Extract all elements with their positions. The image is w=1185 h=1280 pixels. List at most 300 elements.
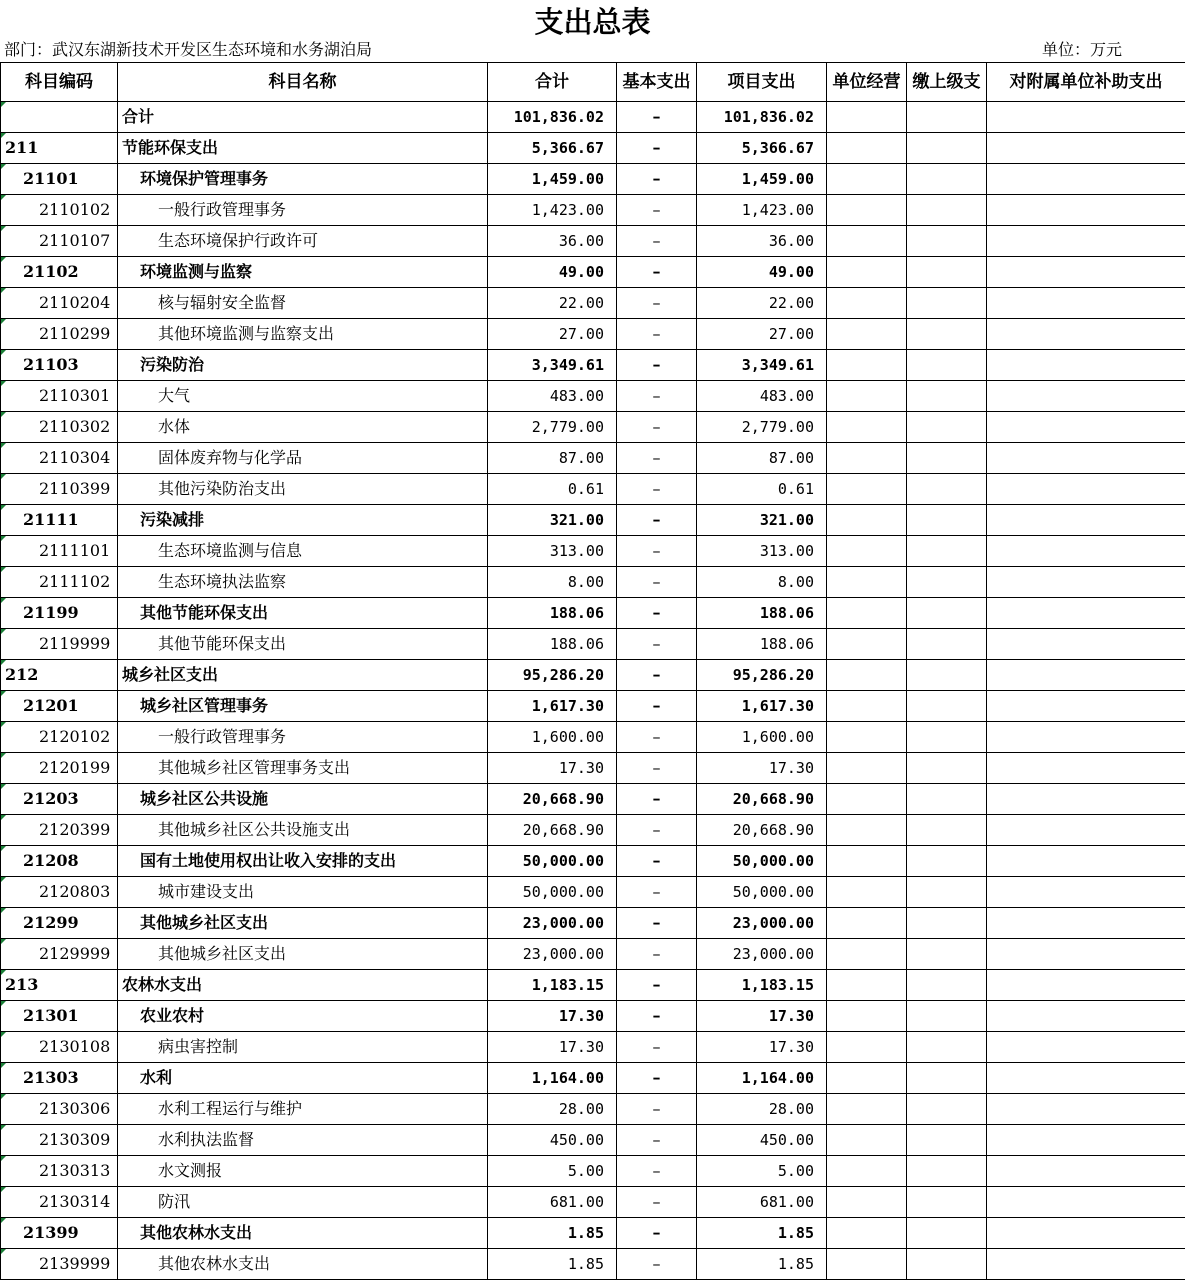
code-cell: 2129999 [1,939,118,970]
code-cell: 21201 [1,691,118,722]
total-cell: 1,423.00 [488,195,617,226]
table-row [1,660,1185,691]
basic-cell: – [617,846,697,877]
name-cell: 环境监测与监察 [118,257,488,288]
code-cell: 2130309 [1,1125,118,1156]
subsidy-cell [987,1063,1185,1094]
name-cell: 城乡社区管理事务 [118,691,488,722]
name-cell: 其他节能环保支出 [118,629,488,660]
project-cell: 1.85 [697,1218,827,1249]
table-row [1,753,1185,784]
operation-cell [827,691,907,722]
subsidy-cell [987,1032,1185,1063]
basic-cell: – [617,815,697,846]
operation-cell [827,1094,907,1125]
total-cell: 17.30 [488,1032,617,1063]
basic-cell: – [617,908,697,939]
operation-cell [827,381,907,412]
project-cell: 2,779.00 [697,412,827,443]
expenditure-table [0,62,1185,1280]
code-cell: 2120102 [1,722,118,753]
table-row [1,846,1185,877]
project-cell: 1,617.30 [697,691,827,722]
code-cell: 2130306 [1,1094,118,1125]
basic-cell: – [617,939,697,970]
table-row [1,412,1185,443]
superior-cell [907,908,987,939]
name-cell: 生态环境执法监察 [118,567,488,598]
operation-cell [827,536,907,567]
total-cell: 20,668.90 [488,815,617,846]
total-basic-cell: – [617,102,697,133]
basic-cell: – [617,164,697,195]
project-cell: 188.06 [697,598,827,629]
col-header-code: 科目编码 [1,63,118,102]
basic-cell: – [617,877,697,908]
superior-cell [907,722,987,753]
project-cell: 17.30 [697,753,827,784]
table-row [1,1187,1185,1218]
subsidy-cell [987,195,1185,226]
subsidy-cell [987,815,1185,846]
superior-cell [907,288,987,319]
basic-cell: – [617,536,697,567]
name-cell: 其他城乡社区管理事务支出 [118,753,488,784]
superior-cell [907,474,987,505]
basic-cell: – [617,629,697,660]
basic-cell: – [617,474,697,505]
total-project-cell: 101,836.02 [697,102,827,133]
table-row [1,691,1185,722]
table-row [1,288,1185,319]
basic-cell: – [617,1249,697,1280]
table-row [1,1218,1185,1249]
name-cell: 固体废弃物与化学品 [118,443,488,474]
name-cell: 水文测报 [118,1156,488,1187]
code-cell: 2111102 [1,567,118,598]
table-row [1,877,1185,908]
total-cell: 2,779.00 [488,412,617,443]
col-header-superior: 缴上级支 [907,63,987,102]
project-cell: 450.00 [697,1125,827,1156]
name-cell: 水体 [118,412,488,443]
operation-cell [827,1063,907,1094]
name-cell: 一般行政管理事务 [118,195,488,226]
total-cell: 0.61 [488,474,617,505]
name-cell: 其他农林水支出 [118,1218,488,1249]
project-cell: 20,668.90 [697,815,827,846]
table-row [1,970,1185,1001]
table-row [1,939,1185,970]
operation-cell [827,629,907,660]
code-cell: 21399 [1,1218,118,1249]
code-cell: 2110399 [1,474,118,505]
basic-cell: – [617,505,697,536]
total-cell: 17.30 [488,1001,617,1032]
superior-cell [907,815,987,846]
total-sum-cell: 101,836.02 [488,102,617,133]
superior-cell [907,629,987,660]
col-header-subsidy: 对附属单位补助支出 [987,63,1185,102]
project-cell: 50,000.00 [697,877,827,908]
operation-cell [827,133,907,164]
basic-cell: – [617,350,697,381]
superior-cell [907,1156,987,1187]
project-cell: 1,423.00 [697,195,827,226]
name-cell: 病虫害控制 [118,1032,488,1063]
department-label: 部门：武汉东湖新技术开发区生态环境和水务湖泊局 [4,40,373,59]
total-cell: 1,164.00 [488,1063,617,1094]
table-row [1,381,1185,412]
project-cell: 1,164.00 [697,1063,827,1094]
code-cell: 2130313 [1,1156,118,1187]
total-cell: 28.00 [488,1094,617,1125]
name-cell: 城乡社区支出 [118,660,488,691]
superior-cell [907,536,987,567]
basic-cell: – [617,1125,697,1156]
superior-cell [907,1032,987,1063]
project-cell: 681.00 [697,1187,827,1218]
project-cell: 1,183.15 [697,970,827,1001]
subsidy-cell [987,877,1185,908]
subsidy-cell [987,381,1185,412]
operation-cell [827,350,907,381]
basic-cell: – [617,1218,697,1249]
project-cell: 17.30 [697,1001,827,1032]
subsidy-cell [987,505,1185,536]
superior-cell [907,443,987,474]
project-cell: 36.00 [697,226,827,257]
subsidy-cell [987,1094,1185,1125]
total-cell: 1.85 [488,1249,617,1280]
name-cell: 生态环境监测与信息 [118,536,488,567]
table-row [1,815,1185,846]
subsidy-cell [987,908,1185,939]
code-cell: 2110102 [1,195,118,226]
superior-cell [907,877,987,908]
operation-cell [827,1001,907,1032]
code-cell: 2139999 [1,1249,118,1280]
superior-cell [907,784,987,815]
table-row [1,722,1185,753]
operation-cell [827,1032,907,1063]
subsidy-cell [987,567,1185,598]
superior-cell [907,970,987,1001]
name-cell: 水利执法监督 [118,1125,488,1156]
basic-cell: – [617,1156,697,1187]
subsidy-cell [987,629,1185,660]
subsidy-cell [987,1187,1185,1218]
subsidy-cell [987,226,1185,257]
code-cell: 2130314 [1,1187,118,1218]
total-cell: 1,459.00 [488,164,617,195]
operation-cell [827,1249,907,1280]
col-header-name: 科目名称 [118,63,488,102]
total-cell: 23,000.00 [488,908,617,939]
project-cell: 1.85 [697,1249,827,1280]
superior-cell [907,381,987,412]
superior-cell [907,846,987,877]
project-cell: 23,000.00 [697,908,827,939]
table-row [1,567,1185,598]
name-cell: 城乡社区公共设施 [118,784,488,815]
total-operation-cell [827,102,907,133]
operation-cell [827,970,907,1001]
name-cell: 大气 [118,381,488,412]
operation-cell [827,1187,907,1218]
superior-cell [907,350,987,381]
col-header-basic: 基本支出 [617,63,697,102]
operation-cell [827,319,907,350]
code-cell: 2110299 [1,319,118,350]
project-cell: 95,286.20 [697,660,827,691]
superior-cell [907,939,987,970]
total-cell: 3,349.61 [488,350,617,381]
subsidy-cell [987,970,1185,1001]
basic-cell: – [617,567,697,598]
total-cell: 1,600.00 [488,722,617,753]
name-cell: 其他环境监测与监察支出 [118,319,488,350]
subsidy-cell [987,133,1185,164]
total-cell: 5.00 [488,1156,617,1187]
code-cell: 2120399 [1,815,118,846]
operation-cell [827,753,907,784]
subsidy-cell [987,164,1185,195]
col-header-operation: 单位经营 [827,63,907,102]
total-cell: 313.00 [488,536,617,567]
superior-cell [907,1063,987,1094]
total-row [1,102,1185,133]
subsidy-cell [987,784,1185,815]
subsidy-cell [987,1156,1185,1187]
name-cell: 水利工程运行与维护 [118,1094,488,1125]
subsidy-cell [987,474,1185,505]
operation-cell [827,939,907,970]
table-row [1,1032,1185,1063]
project-cell: 321.00 [697,505,827,536]
total-superior-cell [907,102,987,133]
table-row [1,784,1185,815]
table-row [1,319,1185,350]
basic-cell: – [617,660,697,691]
total-code-cell [1,102,118,133]
basic-cell: – [617,1001,697,1032]
code-cell: 2119999 [1,629,118,660]
project-cell: 22.00 [697,288,827,319]
code-cell: 2110301 [1,381,118,412]
total-cell: 1.85 [488,1218,617,1249]
subsidy-cell [987,1125,1185,1156]
name-cell: 其他节能环保支出 [118,598,488,629]
operation-cell [827,1125,907,1156]
code-cell: 2130108 [1,1032,118,1063]
col-header-total: 合计 [488,63,617,102]
total-cell: 87.00 [488,443,617,474]
code-cell: 2120803 [1,877,118,908]
table-row [1,1001,1185,1032]
superior-cell [907,753,987,784]
table-row [1,1125,1185,1156]
operation-cell [827,877,907,908]
superior-cell [907,598,987,629]
project-cell: 3,349.61 [697,350,827,381]
superior-cell [907,133,987,164]
code-cell: 2110204 [1,288,118,319]
basic-cell: – [617,319,697,350]
basic-cell: – [617,691,697,722]
superior-cell [907,1249,987,1280]
project-cell: 20,668.90 [697,784,827,815]
total-cell: 22.00 [488,288,617,319]
subsidy-cell [987,1249,1185,1280]
project-cell: 49.00 [697,257,827,288]
subsidy-cell [987,846,1185,877]
superior-cell [907,226,987,257]
name-cell: 农业农村 [118,1001,488,1032]
code-cell: 21102 [1,257,118,288]
code-cell: 21301 [1,1001,118,1032]
subsidy-cell [987,1001,1185,1032]
project-cell: 50,000.00 [697,846,827,877]
name-cell: 生态环境保护行政许可 [118,226,488,257]
basic-cell: – [617,257,697,288]
table-row [1,1094,1185,1125]
basic-cell: – [617,381,697,412]
operation-cell [827,1218,907,1249]
subsidy-cell [987,598,1185,629]
total-cell: 49.00 [488,257,617,288]
project-cell: 313.00 [697,536,827,567]
code-cell: 21203 [1,784,118,815]
project-cell: 5,366.67 [697,133,827,164]
name-cell: 节能环保支出 [118,133,488,164]
code-cell: 2110107 [1,226,118,257]
total-cell: 36.00 [488,226,617,257]
table-row [1,257,1185,288]
total-cell: 17.30 [488,753,617,784]
project-cell: 87.00 [697,443,827,474]
operation-cell [827,784,907,815]
total-cell: 188.06 [488,629,617,660]
table-row [1,226,1185,257]
superior-cell [907,567,987,598]
project-cell: 5.00 [697,1156,827,1187]
code-cell: 2110302 [1,412,118,443]
subsidy-cell [987,536,1185,567]
page-title: 支出总表 [534,5,651,39]
code-cell: 21101 [1,164,118,195]
basic-cell: – [617,722,697,753]
table-row [1,598,1185,629]
table-row [1,536,1185,567]
basic-cell: – [617,753,697,784]
subsidy-cell [987,257,1185,288]
operation-cell [827,815,907,846]
table-row [1,505,1185,536]
superior-cell [907,1187,987,1218]
table-row [1,164,1185,195]
name-cell: 国有土地使用权出让收入安排的支出 [118,846,488,877]
name-cell: 环境保护管理事务 [118,164,488,195]
name-cell: 污染防治 [118,350,488,381]
name-cell: 其他城乡社区支出 [118,908,488,939]
project-cell: 0.61 [697,474,827,505]
code-cell: 21199 [1,598,118,629]
table-row [1,1063,1185,1094]
operation-cell [827,660,907,691]
total-cell: 681.00 [488,1187,617,1218]
total-cell: 5,366.67 [488,133,617,164]
basic-cell: – [617,195,697,226]
superior-cell [907,257,987,288]
operation-cell [827,474,907,505]
table-row [1,1249,1185,1280]
code-cell: 21103 [1,350,118,381]
name-cell: 其他农林水支出 [118,1249,488,1280]
project-cell: 188.06 [697,629,827,660]
operation-cell [827,443,907,474]
code-cell: 211 [1,133,118,164]
superior-cell [907,1094,987,1125]
basic-cell: – [617,598,697,629]
subsidy-cell [987,412,1185,443]
total-cell: 188.06 [488,598,617,629]
table-row [1,908,1185,939]
total-cell: 20,668.90 [488,784,617,815]
table-row [1,443,1185,474]
name-cell: 其他城乡社区支出 [118,939,488,970]
superior-cell [907,1001,987,1032]
basic-cell: – [617,226,697,257]
project-cell: 23,000.00 [697,939,827,970]
name-cell: 水利 [118,1063,488,1094]
total-cell: 1,617.30 [488,691,617,722]
subsidy-cell [987,722,1185,753]
superior-cell [907,505,987,536]
table-row [1,350,1185,381]
operation-cell [827,1156,907,1187]
basic-cell: – [617,784,697,815]
operation-cell [827,598,907,629]
operation-cell [827,195,907,226]
name-cell: 城市建设支出 [118,877,488,908]
superior-cell [907,164,987,195]
operation-cell [827,412,907,443]
subsidy-cell [987,288,1185,319]
header-row [1,63,1185,102]
code-cell: 2120199 [1,753,118,784]
code-cell: 2111101 [1,536,118,567]
project-cell: 483.00 [697,381,827,412]
operation-cell [827,505,907,536]
code-cell: 212 [1,660,118,691]
code-cell: 21208 [1,846,118,877]
superior-cell [907,412,987,443]
name-cell: 其他城乡社区公共设施支出 [118,815,488,846]
project-cell: 17.30 [697,1032,827,1063]
superior-cell [907,195,987,226]
code-cell: 213 [1,970,118,1001]
total-cell: 27.00 [488,319,617,350]
table-row [1,133,1185,164]
project-cell: 8.00 [697,567,827,598]
total-cell: 8.00 [488,567,617,598]
superior-cell [907,660,987,691]
total-cell: 95,286.20 [488,660,617,691]
subsidy-cell [987,660,1185,691]
superior-cell [907,1218,987,1249]
table-row [1,474,1185,505]
